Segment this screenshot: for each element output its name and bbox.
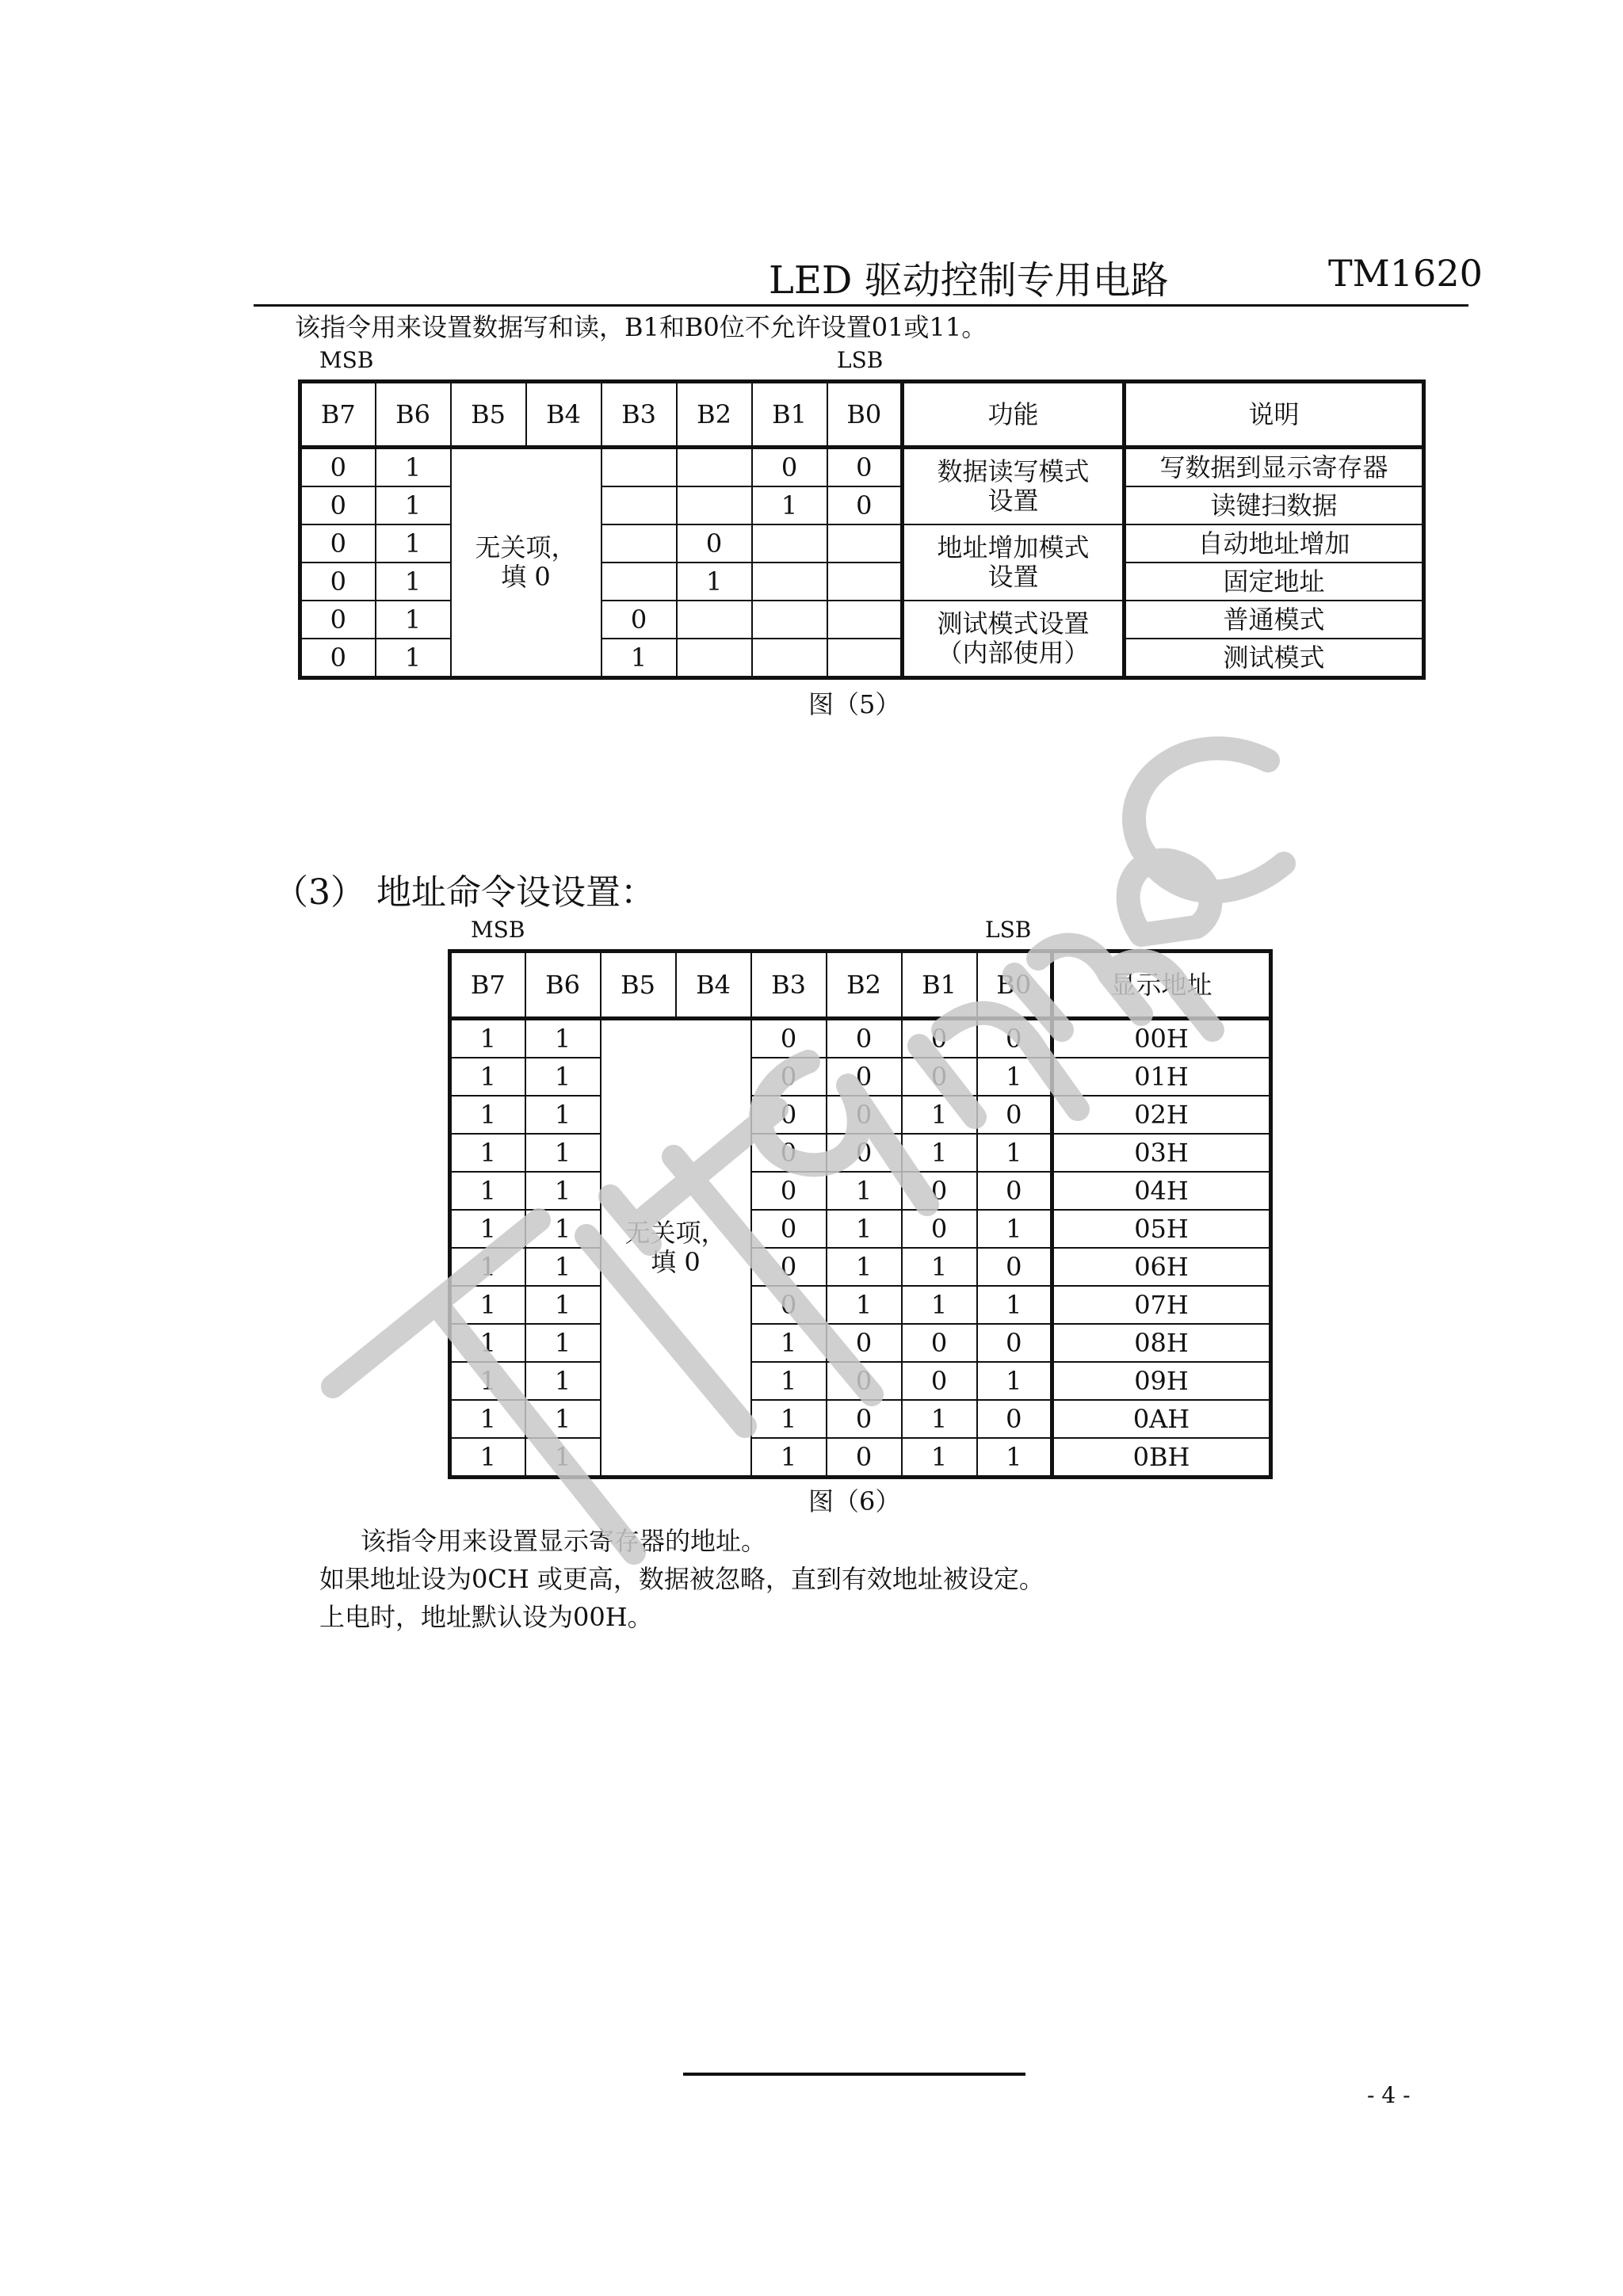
cell-b3: 0 [751, 1096, 827, 1134]
figure6-caption: 图（6） [808, 1486, 901, 1516]
cell-b2: 0 [827, 1058, 902, 1096]
address-cell: 07H [1052, 1286, 1271, 1324]
cell-b2: 1 [677, 563, 752, 601]
table-row [450, 1096, 1271, 1134]
header-cell-description: 说明 [1125, 382, 1424, 448]
cell-b7: 0 [300, 448, 376, 487]
cell-b1: 0 [902, 1058, 977, 1096]
address-cell: 0AH [1052, 1400, 1271, 1438]
cell-b2: 1 [827, 1210, 902, 1248]
cell-b2 [677, 601, 752, 639]
cell-b3 [601, 563, 677, 601]
cell-b0: 0 [827, 486, 903, 524]
cell-b6: 1 [525, 1210, 601, 1248]
cell-b0: 1 [977, 1362, 1052, 1400]
cell-b6: 1 [525, 1438, 601, 1478]
header-cell-b6: B6 [525, 952, 601, 1019]
function-line: 设置 [987, 486, 1039, 516]
dont-care-cell [451, 448, 601, 678]
cell-b1: 1 [902, 1134, 977, 1172]
header-cell-b7: B7 [450, 952, 525, 1019]
cell-b3: 0 [751, 1286, 827, 1324]
cell-b1 [752, 639, 827, 678]
address-cell: 06H [1052, 1248, 1271, 1286]
table6-msb-label: MSB [471, 917, 525, 943]
data-command-table [298, 379, 1426, 680]
cell-b3: 0 [601, 601, 677, 639]
header-cell-b5: B5 [601, 952, 676, 1019]
address-cell: 05H [1052, 1210, 1271, 1248]
note-line-1: 该指令用来设置显示寄存器的地址。 [361, 1526, 767, 1556]
document-title: LED 驱动控制专用电路 [769, 258, 1169, 303]
address-cell: 02H [1052, 1096, 1271, 1134]
function-line: 测试模式设置 [937, 608, 1090, 639]
table-row [450, 1248, 1271, 1286]
table-row [450, 1286, 1271, 1324]
cell-b7: 1 [450, 1019, 525, 1058]
cell-b6: 1 [376, 601, 451, 639]
cell-b0: 1 [977, 1134, 1052, 1172]
table5-lsb-label: LSB [837, 347, 884, 373]
cell-b7: 1 [450, 1172, 525, 1210]
table6-lsb-label: LSB [985, 917, 1032, 943]
cell-b3: 0 [751, 1210, 827, 1248]
cell-b3: 1 [601, 639, 677, 678]
cell-b0: 1 [977, 1438, 1052, 1478]
cell-b3: 0 [751, 1058, 827, 1096]
cell-b1 [752, 563, 827, 601]
header-cell-function: 功能 [903, 382, 1125, 448]
function-line: 设置 [987, 562, 1039, 592]
header-cell-b7: B7 [300, 382, 376, 448]
cell-b2: 0 [827, 1324, 902, 1362]
function-cell-address-increment [903, 524, 1125, 601]
header-cell-b4: B4 [526, 382, 601, 448]
header-rule [254, 304, 1468, 307]
cell-b2: 1 [827, 1248, 902, 1286]
cell-b6: 1 [376, 486, 451, 524]
cell-b2: 0 [677, 524, 752, 563]
cell-b7: 1 [450, 1096, 525, 1134]
cell-b6: 1 [376, 639, 451, 678]
cell-b3: 0 [751, 1172, 827, 1210]
cell-b1: 0 [902, 1019, 977, 1058]
function-line: 地址增加模式 [937, 532, 1090, 563]
cell-b6: 1 [525, 1058, 601, 1096]
cell-b1: 1 [902, 1400, 977, 1438]
cell-b7: 1 [450, 1134, 525, 1172]
header-cell-b0: B0 [977, 952, 1052, 1019]
note-line-2: 如果地址设为0CH 或更高，数据被忽略，直到有效地址被设定。 [319, 1564, 1044, 1594]
function-cell-readwrite [903, 448, 1125, 525]
cell-b3 [601, 486, 677, 524]
cell-b2 [677, 448, 752, 487]
cell-b7: 0 [300, 639, 376, 678]
header-cell-b5: B5 [451, 382, 526, 448]
description-cell: 读键扫数据 [1125, 486, 1424, 524]
table-row [450, 1172, 1271, 1210]
cell-b3: 1 [751, 1362, 827, 1400]
cell-b0 [827, 601, 903, 639]
header-cell-b3: B3 [601, 382, 677, 448]
address-command-table [448, 949, 1273, 1479]
table-row [450, 1019, 1271, 1058]
cell-b1: 1 [902, 1096, 977, 1134]
table-row [450, 1210, 1271, 1248]
function-line: 数据读写模式 [937, 456, 1090, 487]
dont-care-line-2: 填 0 [651, 1247, 701, 1277]
cell-b3 [601, 524, 677, 563]
table-row [450, 1400, 1271, 1438]
header-cell-b6: B6 [376, 382, 451, 448]
cell-b6: 1 [525, 1096, 601, 1134]
table5-msb-label: MSB [319, 347, 374, 373]
function-cell-test-mode [903, 601, 1125, 678]
cell-b7: 1 [450, 1058, 525, 1096]
table-row [450, 1362, 1271, 1400]
cell-b3: 0 [751, 1134, 827, 1172]
cell-b1: 1 [902, 1286, 977, 1324]
address-cell: 09H [1052, 1362, 1271, 1400]
cell-b7: 1 [450, 1362, 525, 1400]
cell-b0: 1 [977, 1286, 1052, 1324]
cell-b6: 1 [376, 448, 451, 487]
note-line-3: 上电时，地址默认设为00H。 [319, 1602, 653, 1632]
header-cell-b4: B4 [676, 952, 751, 1019]
table-header-row [450, 952, 1271, 1019]
cell-b6: 1 [525, 1286, 601, 1324]
description-cell: 测试模式 [1125, 639, 1424, 678]
cell-b2: 0 [827, 1134, 902, 1172]
cell-b0: 0 [827, 448, 903, 487]
cell-b2: 0 [827, 1400, 902, 1438]
cell-b1: 0 [902, 1324, 977, 1362]
page-number: - 4 - [1367, 2082, 1411, 2108]
table-row [450, 1438, 1271, 1478]
cell-b7: 0 [300, 524, 376, 563]
cell-b2: 0 [827, 1362, 902, 1400]
function-line: （内部使用） [937, 638, 1090, 668]
description-cell: 固定地址 [1125, 563, 1424, 601]
cell-b1: 1 [902, 1438, 977, 1478]
table-header-row [300, 382, 1424, 448]
cell-b0: 0 [977, 1019, 1052, 1058]
cell-b2: 0 [827, 1096, 902, 1134]
figure5-caption: 图（5） [808, 689, 901, 719]
cell-b0 [827, 639, 903, 678]
cell-b7: 1 [450, 1248, 525, 1286]
header-cell-display-address: 显示地址 [1052, 952, 1271, 1019]
cell-b7: 1 [450, 1400, 525, 1438]
cell-b6: 1 [525, 1324, 601, 1362]
header-cell-b1: B1 [902, 952, 977, 1019]
cell-b0: 1 [977, 1210, 1052, 1248]
cell-b6: 1 [525, 1400, 601, 1438]
table-row [300, 448, 1424, 487]
cell-b0: 0 [977, 1248, 1052, 1286]
dont-care-cell [601, 1019, 751, 1478]
cell-b3: 1 [751, 1400, 827, 1438]
cell-b3: 0 [751, 1248, 827, 1286]
section-heading: （3） 地址命令设设置： [273, 872, 655, 913]
cell-b1: 0 [902, 1210, 977, 1248]
cell-b6: 1 [376, 524, 451, 563]
cell-b7: 0 [300, 601, 376, 639]
cell-b0: 0 [977, 1324, 1052, 1362]
cell-b1 [752, 524, 827, 563]
cell-b0: 0 [977, 1172, 1052, 1210]
address-cell: 08H [1052, 1324, 1271, 1362]
dont-care-line-2: 填 0 [501, 562, 551, 592]
table-row [450, 1324, 1271, 1362]
chip-model: TM1620 [1328, 252, 1483, 295]
cell-b3: 1 [751, 1438, 827, 1478]
header-cell-b1: B1 [752, 382, 827, 448]
cell-b1: 1 [752, 486, 827, 524]
cell-b3: 0 [751, 1019, 827, 1058]
cell-b7: 0 [300, 563, 376, 601]
cell-b6: 1 [376, 563, 451, 601]
dont-care-line-1: 无关项， [624, 1218, 727, 1249]
cell-b2 [677, 486, 752, 524]
dont-care-line-1: 无关项， [475, 532, 577, 563]
cell-b1: 1 [902, 1248, 977, 1286]
cell-b7: 1 [450, 1210, 525, 1248]
cell-b2: 0 [827, 1019, 902, 1058]
address-cell: 0BH [1052, 1438, 1271, 1478]
address-cell: 04H [1052, 1172, 1271, 1210]
description-cell: 写数据到显示寄存器 [1125, 448, 1424, 487]
cell-b2: 0 [827, 1438, 902, 1478]
cell-b0 [827, 524, 903, 563]
address-cell: 01H [1052, 1058, 1271, 1096]
cell-b2 [677, 639, 752, 678]
address-cell: 03H [1052, 1134, 1271, 1172]
intro-text: 该指令用来设置数据写和读，B1和B0位不允许设置01或11。 [295, 312, 987, 342]
cell-b2: 1 [827, 1172, 902, 1210]
cell-b3 [601, 448, 677, 487]
header-cell-b2: B2 [677, 382, 752, 448]
header-cell-b3: B3 [751, 952, 827, 1019]
cell-b1: 0 [752, 448, 827, 487]
cell-b1: 0 [902, 1172, 977, 1210]
cell-b1 [752, 601, 827, 639]
cell-b6: 1 [525, 1134, 601, 1172]
cell-b0: 0 [977, 1096, 1052, 1134]
header-cell-b2: B2 [827, 952, 902, 1019]
cell-b6: 1 [525, 1248, 601, 1286]
cell-b0 [827, 563, 903, 601]
cell-b7: 1 [450, 1438, 525, 1478]
footer-rule [683, 2073, 1025, 2076]
cell-b1: 0 [902, 1362, 977, 1400]
description-cell: 自动地址增加 [1125, 524, 1424, 563]
description-cell: 普通模式 [1125, 601, 1424, 639]
cell-b7: 1 [450, 1286, 525, 1324]
table-row [450, 1134, 1271, 1172]
table-row [450, 1058, 1271, 1096]
cell-b2: 1 [827, 1286, 902, 1324]
cell-b7: 1 [450, 1324, 525, 1362]
cell-b6: 1 [525, 1362, 601, 1400]
cell-b0: 1 [977, 1058, 1052, 1096]
cell-b6: 1 [525, 1019, 601, 1058]
cell-b3: 1 [751, 1324, 827, 1362]
header-cell-b0: B0 [827, 382, 903, 448]
cell-b0: 0 [977, 1400, 1052, 1438]
address-cell: 00H [1052, 1019, 1271, 1058]
cell-b7: 0 [300, 486, 376, 524]
cell-b6: 1 [525, 1172, 601, 1210]
